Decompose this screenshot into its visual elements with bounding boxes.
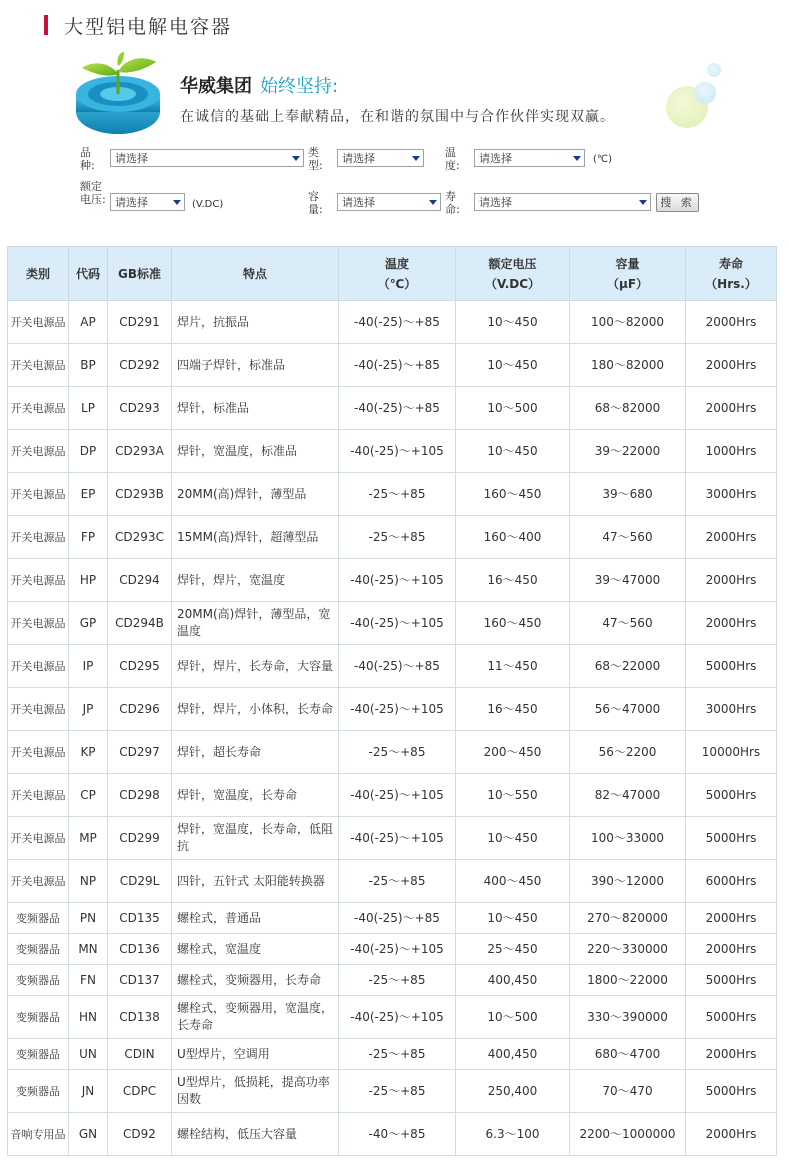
- cell-lifetime: 2000Hrs: [686, 559, 777, 602]
- cell-code: HP: [69, 559, 108, 602]
- cell-lifetime: 1000Hrs: [686, 430, 777, 473]
- chevron-down-icon: [173, 200, 181, 205]
- cell-capacitance: 220～330000: [570, 934, 686, 965]
- cell-gb-standard: CD136: [108, 934, 172, 965]
- cell-gb-standard: CD295: [108, 645, 172, 688]
- cell-temperature: -40(-25)～+85: [339, 387, 456, 430]
- chevron-down-icon: [292, 156, 300, 161]
- cell-features: 20MM(高)焊针，薄型品，宽温度: [172, 602, 339, 645]
- cell-code: MP: [69, 817, 108, 860]
- cell-temperature: -40(-25)～+105: [339, 817, 456, 860]
- cell-gb-standard: CD294: [108, 559, 172, 602]
- cell-category: 音响专用品: [8, 1113, 69, 1156]
- cell-rated-voltage: 10～450: [456, 301, 570, 344]
- table-header-row: [8, 247, 777, 301]
- cell-features: 焊针，标准品: [172, 387, 339, 430]
- voltage-select-value: 请选择: [115, 196, 148, 209]
- cell-temperature: -40(-25)～+105: [339, 688, 456, 731]
- table-row: [8, 602, 777, 645]
- cell-lifetime: 5000Hrs: [686, 965, 777, 996]
- cell-lifetime: 6000Hrs: [686, 860, 777, 903]
- table-header: [8, 247, 777, 301]
- table-row: [8, 934, 777, 965]
- cell-features: 焊片，抗振品: [172, 301, 339, 344]
- cell-lifetime: 5000Hrs: [686, 817, 777, 860]
- life-select-value: 请选择: [479, 196, 512, 209]
- cell-code: JN: [69, 1070, 108, 1113]
- cell-gb-standard: CD294B: [108, 602, 172, 645]
- cell-temperature: -40(-25)～+105: [339, 430, 456, 473]
- cell-lifetime: 5000Hrs: [686, 774, 777, 817]
- cell-features: 螺栓式，变频器用，长寿命: [172, 965, 339, 996]
- cell-features: 焊针，宽温度，长寿命: [172, 774, 339, 817]
- cell-temperature: -40(-25)～+105: [339, 934, 456, 965]
- table-row: [8, 1113, 777, 1156]
- cell-code: HN: [69, 996, 108, 1039]
- cell-temperature: -40(-25)～+105: [339, 996, 456, 1039]
- cell-rated-voltage: 160～400: [456, 516, 570, 559]
- cell-capacitance: 82～47000: [570, 774, 686, 817]
- search-button[interactable]: 搜 索: [656, 193, 699, 212]
- cell-category: 开关电源品: [8, 817, 69, 860]
- table-row: [8, 996, 777, 1039]
- table-row: [8, 688, 777, 731]
- cell-rated-voltage: 200～450: [456, 731, 570, 774]
- cell-code: EP: [69, 473, 108, 516]
- cell-features: 15MM(高)焊针，超薄型品: [172, 516, 339, 559]
- cell-rated-voltage: 10～500: [456, 996, 570, 1039]
- table-row: [8, 965, 777, 996]
- variety-select-value: 请选择: [115, 152, 148, 165]
- cell-rated-voltage: 10～550: [456, 774, 570, 817]
- cell-gb-standard: CD293B: [108, 473, 172, 516]
- cell-category: 变频器品: [8, 996, 69, 1039]
- temp-label: 温度:: [445, 146, 460, 172]
- cell-gb-standard: CD292: [108, 344, 172, 387]
- cell-lifetime: 3000Hrs: [686, 688, 777, 731]
- cell-code: LP: [69, 387, 108, 430]
- cell-capacitance: 39～47000: [570, 559, 686, 602]
- cell-capacitance: 56～2200: [570, 731, 686, 774]
- table-row: [8, 430, 777, 473]
- cell-gb-standard: CD293A: [108, 430, 172, 473]
- type-select[interactable]: [337, 149, 424, 167]
- cell-capacitance: 100～82000: [570, 301, 686, 344]
- cell-code: FP: [69, 516, 108, 559]
- cell-features: 螺栓式，变频器用，宽温度，长寿命: [172, 996, 339, 1039]
- banner-headline: [180, 72, 338, 98]
- cell-category: 开关电源品: [8, 559, 69, 602]
- cell-lifetime: 5000Hrs: [686, 645, 777, 688]
- cell-category: 开关电源品: [8, 774, 69, 817]
- cell-gb-standard: CD299: [108, 817, 172, 860]
- cell-lifetime: 2000Hrs: [686, 1113, 777, 1156]
- cell-category: 变频器品: [8, 903, 69, 934]
- cell-lifetime: 2000Hrs: [686, 344, 777, 387]
- capacity-select[interactable]: [337, 193, 441, 211]
- title-marker: [44, 15, 48, 35]
- column-header-temperature: 温度 （℃）: [339, 247, 456, 301]
- cell-temperature: -40(-25)～+85: [339, 645, 456, 688]
- cell-rated-voltage: 400～450: [456, 860, 570, 903]
- cell-gb-standard: CD137: [108, 965, 172, 996]
- cell-code: MN: [69, 934, 108, 965]
- cell-lifetime: 2000Hrs: [686, 602, 777, 645]
- cell-capacitance: 390～12000: [570, 860, 686, 903]
- cell-code: JP: [69, 688, 108, 731]
- cell-features: 焊针，焊片，小体积，长寿命: [172, 688, 339, 731]
- cell-features: 螺栓式，宽温度: [172, 934, 339, 965]
- cell-rated-voltage: 16～450: [456, 688, 570, 731]
- cell-rated-voltage: 10～450: [456, 817, 570, 860]
- temp-unit: (℃): [593, 154, 613, 165]
- cell-gb-standard: CD92: [108, 1113, 172, 1156]
- cell-temperature: -40～+85: [339, 1113, 456, 1156]
- cell-temperature: -25～+85: [339, 473, 456, 516]
- table-row: [8, 731, 777, 774]
- cell-gb-standard: CD135: [108, 903, 172, 934]
- cell-code: FN: [69, 965, 108, 996]
- cell-capacitance: 68～82000: [570, 387, 686, 430]
- cell-code: GP: [69, 602, 108, 645]
- decor-bubble: [707, 63, 721, 77]
- cell-rated-voltage: 10～500: [456, 387, 570, 430]
- page-title: 大型铝电解电容器: [64, 15, 233, 38]
- cell-lifetime: 5000Hrs: [686, 996, 777, 1039]
- chevron-down-icon: [639, 200, 647, 205]
- cell-capacitance: 39～680: [570, 473, 686, 516]
- voltage-select[interactable]: [110, 193, 185, 211]
- temp-select[interactable]: [474, 149, 585, 167]
- cell-features: 焊针，焊片，长寿命，大容量: [172, 645, 339, 688]
- cell-lifetime: 10000Hrs: [686, 731, 777, 774]
- cell-lifetime: 2000Hrs: [686, 903, 777, 934]
- variety-label: 品种:: [80, 146, 95, 172]
- column-header-category: 类别: [8, 247, 69, 301]
- temp-select-value: 请选择: [479, 152, 512, 165]
- decor-bubble: [694, 82, 716, 104]
- table-row: [8, 860, 777, 903]
- table-row: [8, 516, 777, 559]
- cell-temperature: -40(-25)～+85: [339, 344, 456, 387]
- life-label: 寿命:: [445, 190, 460, 216]
- cell-capacitance: 270～820000: [570, 903, 686, 934]
- table-row: [8, 817, 777, 860]
- cell-features: 焊针，宽温度，长寿命，低阻抗: [172, 817, 339, 860]
- cell-capacitance: 47～560: [570, 516, 686, 559]
- cell-rated-voltage: 400,450: [456, 1039, 570, 1070]
- chevron-down-icon: [429, 200, 437, 205]
- cell-code: UN: [69, 1039, 108, 1070]
- cell-temperature: -25～+85: [339, 860, 456, 903]
- cell-rated-voltage: 250,400: [456, 1070, 570, 1113]
- cell-capacitance: 39～22000: [570, 430, 686, 473]
- cell-code: AP: [69, 301, 108, 344]
- capacity-select-value: 请选择: [342, 196, 375, 209]
- cell-gb-standard: CD298: [108, 774, 172, 817]
- cell-gb-standard: CDPC: [108, 1070, 172, 1113]
- table-row: [8, 1070, 777, 1113]
- cell-category: 变频器品: [8, 1039, 69, 1070]
- cell-rated-voltage: 6.3～100: [456, 1113, 570, 1156]
- cell-rated-voltage: 400,450: [456, 965, 570, 996]
- cell-capacitance: 2200～1000000: [570, 1113, 686, 1156]
- cell-features: 螺栓结构，低压大容量: [172, 1113, 339, 1156]
- cell-category: 变频器品: [8, 934, 69, 965]
- cell-code: BP: [69, 344, 108, 387]
- table-row: [8, 473, 777, 516]
- cell-code: PN: [69, 903, 108, 934]
- cell-rated-voltage: 25～450: [456, 934, 570, 965]
- table-row: [8, 344, 777, 387]
- column-header-features: 特点: [172, 247, 339, 301]
- cell-capacitance: 1800～22000: [570, 965, 686, 996]
- cell-features: 四针，五针式 太阳能转换器: [172, 860, 339, 903]
- cell-features: U型焊片，低损耗，提高功率因数: [172, 1070, 339, 1113]
- table-row: [8, 903, 777, 934]
- variety-select[interactable]: [110, 149, 304, 167]
- cell-lifetime: 2000Hrs: [686, 387, 777, 430]
- cell-gb-standard: CD138: [108, 996, 172, 1039]
- column-header-lifetime: 寿命 （Hrs.）: [686, 247, 777, 301]
- chevron-down-icon: [412, 156, 420, 161]
- cell-temperature: -25～+85: [339, 965, 456, 996]
- cell-code: CP: [69, 774, 108, 817]
- cell-gb-standard: CD293: [108, 387, 172, 430]
- cell-gb-standard: CD29L: [108, 860, 172, 903]
- cell-lifetime: 2000Hrs: [686, 301, 777, 344]
- cell-category: 开关电源品: [8, 473, 69, 516]
- cell-category: 开关电源品: [8, 387, 69, 430]
- cell-rated-voltage: 11～450: [456, 645, 570, 688]
- life-select[interactable]: [474, 193, 651, 211]
- cell-features: 焊针，超长寿命: [172, 731, 339, 774]
- cell-gb-standard: CD291: [108, 301, 172, 344]
- cell-code: DP: [69, 430, 108, 473]
- cell-code: IP: [69, 645, 108, 688]
- sprout-logo-icon: [68, 52, 168, 136]
- chevron-down-icon: [573, 156, 581, 161]
- cell-rated-voltage: 10～450: [456, 430, 570, 473]
- cell-gb-standard: CD296: [108, 688, 172, 731]
- type-select-value: 请选择: [342, 152, 375, 165]
- voltage-label: 额定电压:: [80, 180, 106, 206]
- table-body: [8, 301, 777, 1156]
- cell-rated-voltage: 10～450: [456, 903, 570, 934]
- cell-temperature: -40(-25)～+105: [339, 774, 456, 817]
- cell-category: 开关电源品: [8, 688, 69, 731]
- cell-code: GN: [69, 1113, 108, 1156]
- cell-code: NP: [69, 860, 108, 903]
- table-row: [8, 559, 777, 602]
- table-row: [8, 645, 777, 688]
- cell-capacitance: 56～47000: [570, 688, 686, 731]
- column-header-gb-standard: GB标准: [108, 247, 172, 301]
- table-row: [8, 301, 777, 344]
- capacitor-table: [7, 246, 777, 1156]
- cell-features: 20MM(高)焊针，薄型品: [172, 473, 339, 516]
- column-header-code: 代码: [69, 247, 108, 301]
- cell-category: 开关电源品: [8, 301, 69, 344]
- cell-features: 焊针，宽温度，标准品: [172, 430, 339, 473]
- cell-rated-voltage: 160～450: [456, 602, 570, 645]
- cell-temperature: -40(-25)～+85: [339, 301, 456, 344]
- cell-gb-standard: CD297: [108, 731, 172, 774]
- column-header-rated-voltage: 额定电压 （V.DC）: [456, 247, 570, 301]
- cell-category: 开关电源品: [8, 645, 69, 688]
- cell-category: 开关电源品: [8, 344, 69, 387]
- cell-capacitance: 100～33000: [570, 817, 686, 860]
- table-row: [8, 1039, 777, 1070]
- cell-capacitance: 680～4700: [570, 1039, 686, 1070]
- capacity-label: 容量:: [308, 190, 323, 216]
- cell-lifetime: 2000Hrs: [686, 1039, 777, 1070]
- cell-capacitance: 70～470: [570, 1070, 686, 1113]
- cell-features: 四端子焊针，标准品: [172, 344, 339, 387]
- company-name: 华威集团: [180, 76, 252, 97]
- cell-gb-standard: CDIN: [108, 1039, 172, 1070]
- cell-temperature: -40(-25)～+105: [339, 602, 456, 645]
- cell-features: 焊针，焊片，宽温度: [172, 559, 339, 602]
- cell-features: U型焊片，空调用: [172, 1039, 339, 1070]
- cell-temperature: -25～+85: [339, 731, 456, 774]
- cell-temperature: -40(-25)～+105: [339, 559, 456, 602]
- cell-category: 开关电源品: [8, 430, 69, 473]
- cell-capacitance: 180～82000: [570, 344, 686, 387]
- cell-category: 变频器品: [8, 965, 69, 996]
- table-row: [8, 387, 777, 430]
- cell-capacitance: 47～560: [570, 602, 686, 645]
- voltage-unit: (V.DC): [192, 199, 224, 210]
- cell-features: 螺栓式，普通品: [172, 903, 339, 934]
- slogan: 始终坚持:: [260, 76, 339, 97]
- cell-category: 开关电源品: [8, 731, 69, 774]
- cell-lifetime: 2000Hrs: [686, 934, 777, 965]
- cell-capacitance: 330～390000: [570, 996, 686, 1039]
- cell-lifetime: 3000Hrs: [686, 473, 777, 516]
- cell-gb-standard: CD293C: [108, 516, 172, 559]
- cell-temperature: -25～+85: [339, 1070, 456, 1113]
- cell-capacitance: 68～22000: [570, 645, 686, 688]
- cell-code: KP: [69, 731, 108, 774]
- cell-lifetime: 2000Hrs: [686, 516, 777, 559]
- cell-category: 开关电源品: [8, 602, 69, 645]
- cell-rated-voltage: 10～450: [456, 344, 570, 387]
- cell-category: 变频器品: [8, 1070, 69, 1113]
- cell-category: 开关电源品: [8, 860, 69, 903]
- cell-temperature: -40(-25)～+85: [339, 903, 456, 934]
- table-row: [8, 774, 777, 817]
- type-label: 类型:: [308, 146, 323, 172]
- banner-tagline: 在诚信的基础上奉献精品，在和谐的氛围中与合作伙伴实现双赢。: [180, 109, 615, 125]
- cell-category: 开关电源品: [8, 516, 69, 559]
- column-header-capacitance: 容量 （μF）: [570, 247, 686, 301]
- cell-temperature: -25～+85: [339, 1039, 456, 1070]
- cell-rated-voltage: 160～450: [456, 473, 570, 516]
- page-title-bar: [44, 12, 232, 38]
- cell-temperature: -25～+85: [339, 516, 456, 559]
- cell-lifetime: 5000Hrs: [686, 1070, 777, 1113]
- cell-rated-voltage: 16～450: [456, 559, 570, 602]
